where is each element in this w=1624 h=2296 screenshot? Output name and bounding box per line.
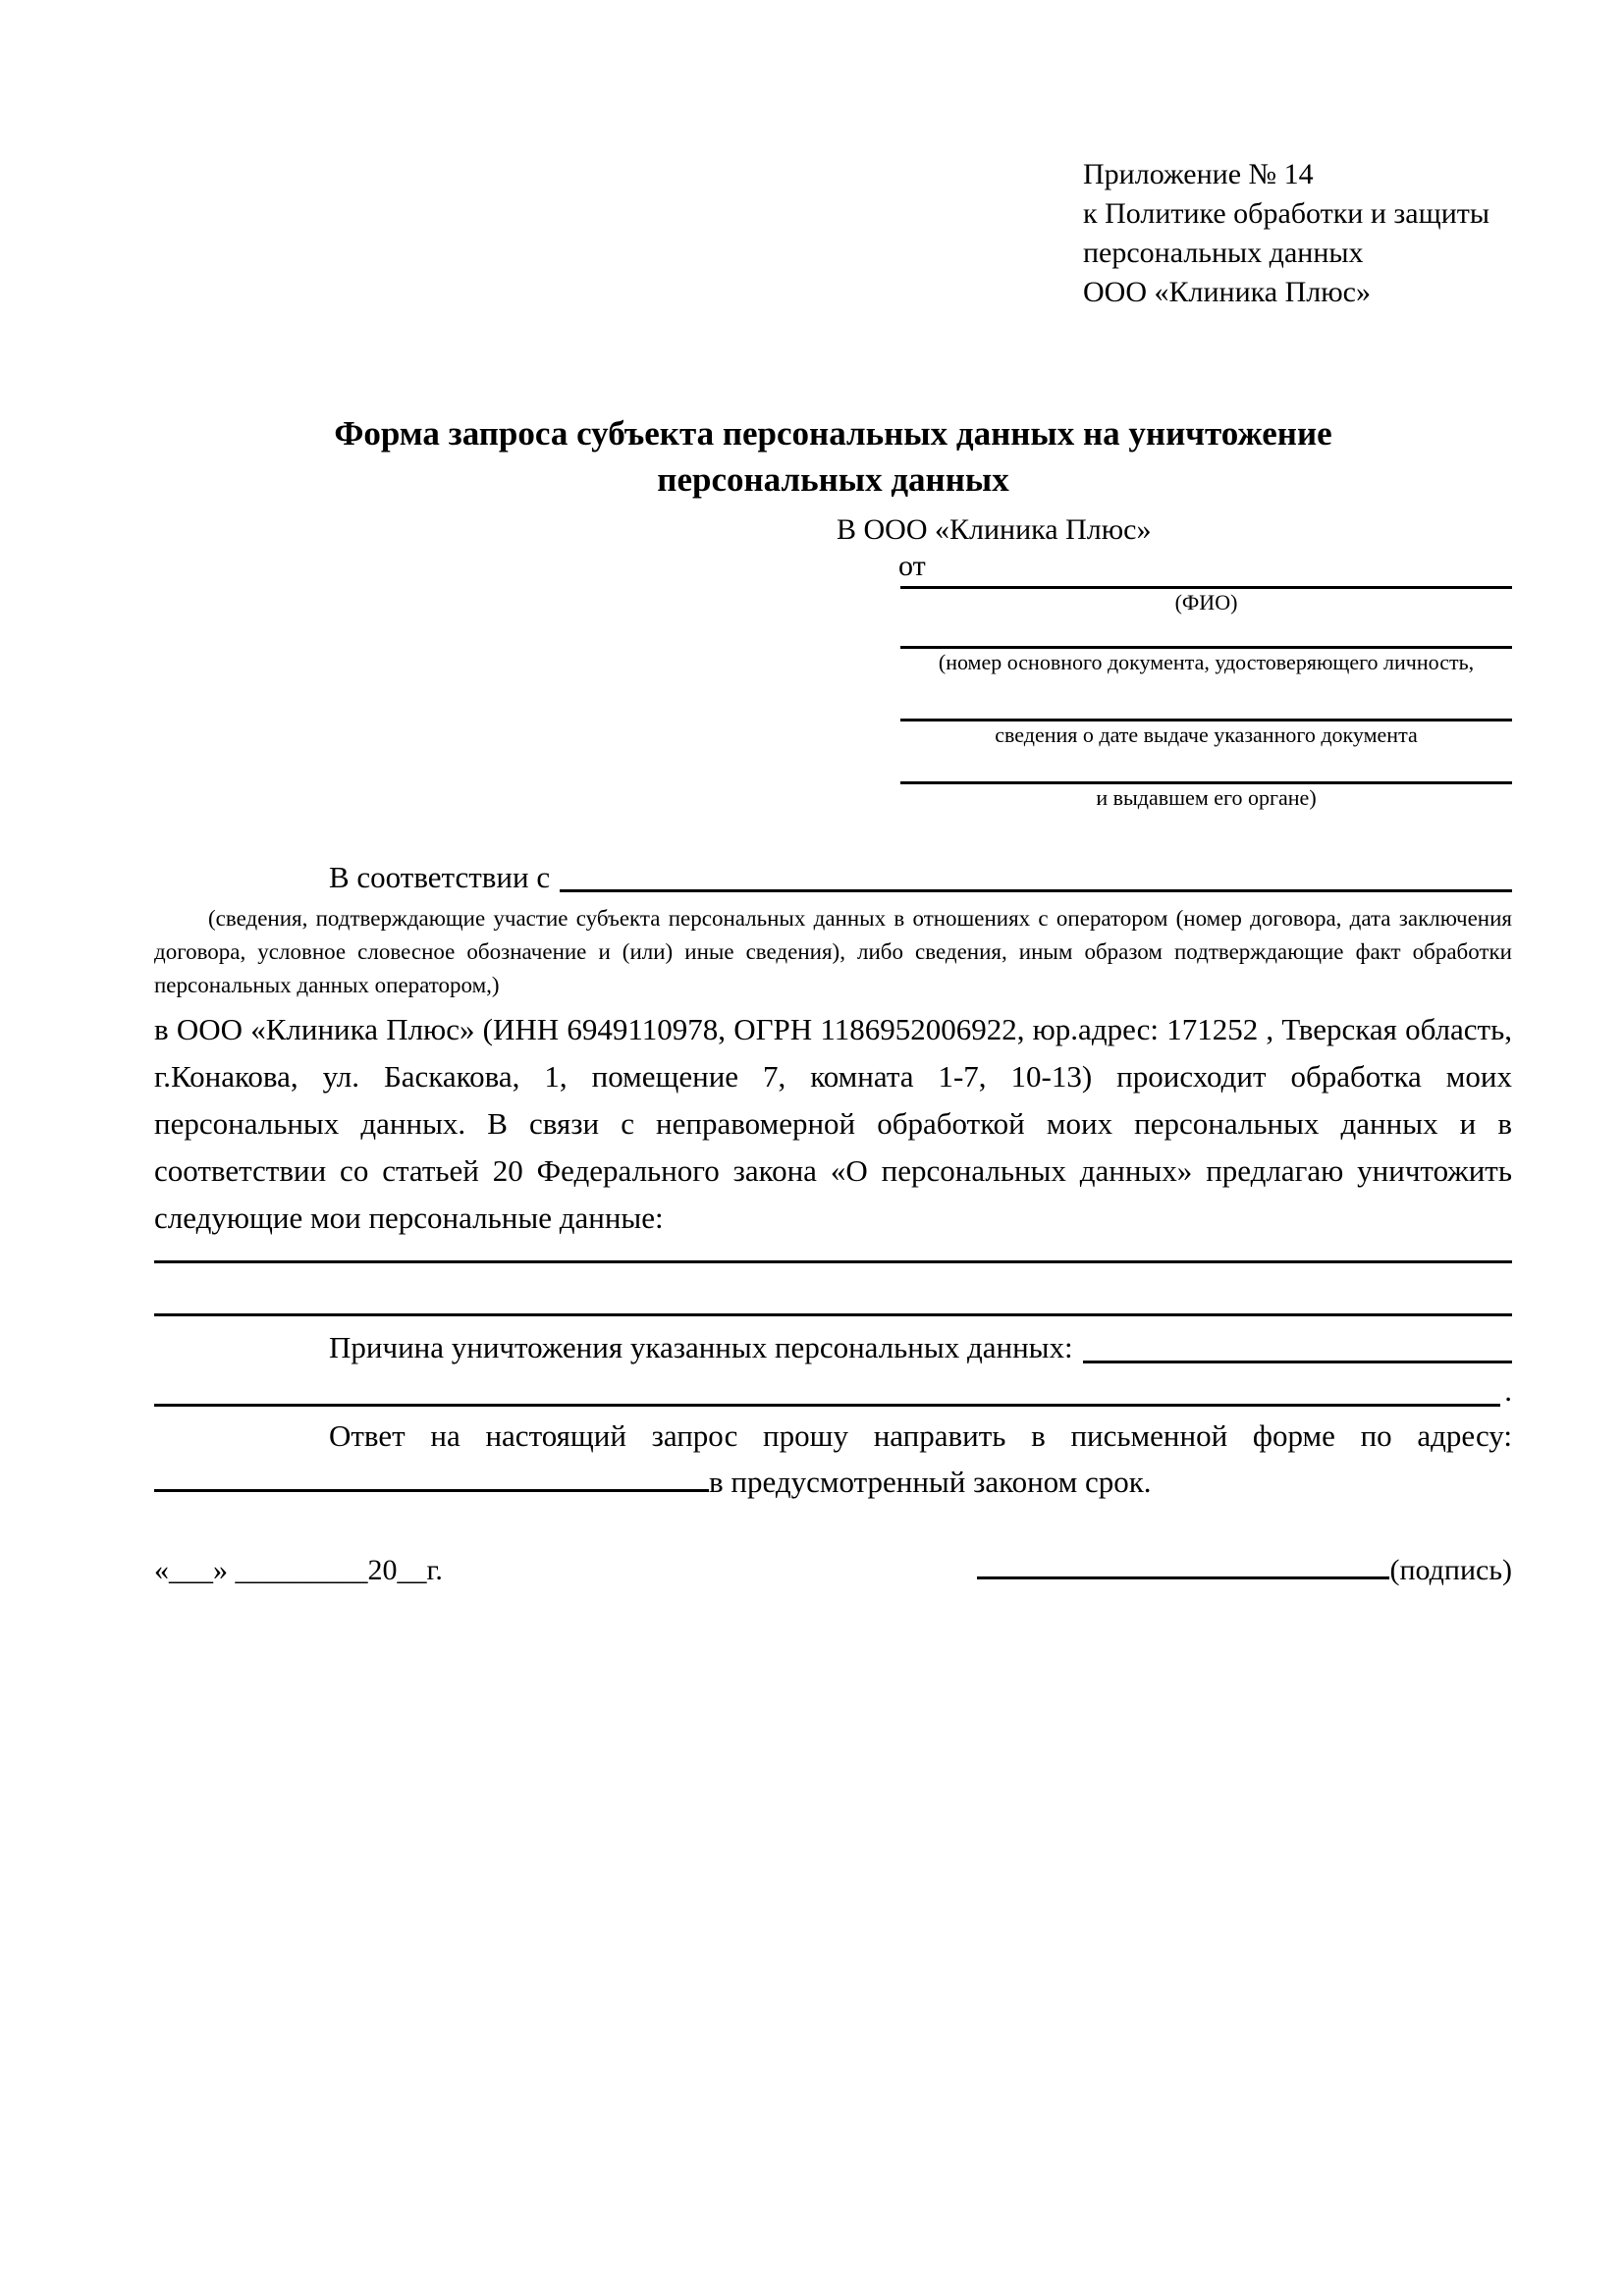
- document-number-caption: (номер основного документа, удостоверяющего личность,: [938, 650, 1475, 674]
- annex-line: ООО «Клиника Плюс»: [1083, 276, 1371, 308]
- issuing-authority-blank-line: [900, 749, 1512, 784]
- form-title: Форма запроса субъекта персональных данных на уничтожение персональных данных: [334, 414, 1332, 499]
- reason-blank-line-2: [154, 1369, 1512, 1413]
- issue-date-caption: сведения о дате выдаче указанного документа: [995, 722, 1418, 747]
- issuing-authority-caption: и выдавшем его органе): [1096, 785, 1317, 810]
- signature-blank-line: [977, 1576, 1389, 1579]
- reply-address-blank-line: [154, 1489, 709, 1492]
- reason-blank-line: [1083, 1361, 1512, 1363]
- data-blank-line-1: [154, 1242, 1512, 1263]
- accordance-row: [154, 857, 1512, 898]
- annex-line: персональных данных: [1083, 237, 1364, 269]
- reason-blank-line-2-rule: [154, 1404, 1500, 1407]
- date-blank-line: «___» _________20__г.: [154, 1554, 443, 1586]
- date-signature-row: [154, 1550, 1512, 1591]
- sentence-period: .: [1504, 1373, 1512, 1408]
- annex-line: к Политике обработки и защиты: [1083, 197, 1490, 230]
- annex-note: [1083, 155, 1512, 312]
- reason-prefix: Причина уничтожения указанных персональных данных:: [329, 1330, 1073, 1364]
- document-number-blank-line: [900, 616, 1512, 649]
- accordance-blank-line: [560, 889, 1512, 892]
- from-label: от: [898, 550, 926, 582]
- body-paragraph: в ООО «Клиника Плюс» (ИНН 6949110978, ОГРН 1186952006922, юр.адрес: 171252 , Тверская область, г.Конакова, ул. Баскакова, 1, помещение 7, комната 1-7, 10-13) происходит обработка моих персональных данных. В связи с неправомерной обработкой моих персональных данных и в соответствии со статьей 20 Федерального закона «О персональных данных» предлагаю уничтожить следующие мои персональные данные:: [154, 1012, 1512, 1235]
- reply-address-row: [154, 1460, 1512, 1505]
- reason-row: [154, 1326, 1512, 1369]
- data-blank-line-2: [154, 1263, 1512, 1316]
- issue-date-blank-line: [900, 676, 1512, 721]
- annex-line: Приложение № 14: [1083, 158, 1314, 190]
- signature-caption: (подпись): [1389, 1554, 1512, 1586]
- addressee-line: В ООО «Клиника Плюс»: [837, 513, 1152, 546]
- signature-group: [977, 1550, 1512, 1591]
- reply-request-paragraph: Ответ на настоящий запрос прошу направить в письменной форме по адресу:: [329, 1418, 1512, 1453]
- reply-suffix: в предусмотренный законом срок.: [709, 1465, 1152, 1499]
- fio-field-caption: (ФИО): [1174, 590, 1238, 614]
- applicant-fields-block: [900, 583, 1512, 812]
- operator-relation-note: (сведения, подтверждающие участие субъекта персональных данных в отношениях с оператором (номер договора, дата заключения договора, условное словесное обозначение и (или) иные сведения), либо сведения, иным образом подтверждающие факт обработки персональных данных оператором,): [154, 906, 1512, 997]
- accordance-prefix: В соответствии с: [329, 860, 551, 894]
